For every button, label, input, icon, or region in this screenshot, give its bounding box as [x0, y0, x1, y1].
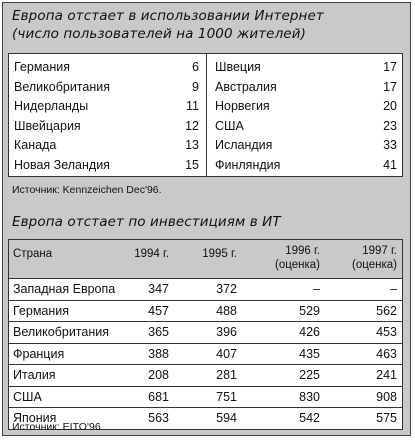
cell-1994: 388 [148, 346, 169, 361]
country-name: Австралия [215, 79, 277, 94]
internet-usage-subtitle: (число пользователей на 1000 жителей) [12, 26, 306, 42]
cell-1994: 365 [148, 325, 169, 339]
country-value: 23 [383, 118, 397, 133]
country-name: Финляндия [215, 157, 281, 172]
cell-1995: 396 [216, 325, 237, 339]
country-row [14, 78, 199, 98]
row-country: США [13, 389, 42, 404]
cell-1995: 281 [216, 368, 237, 382]
internet-usage-box [8, 53, 403, 177]
cell-1997: 241 [376, 368, 397, 382]
cell-1996: 435 [299, 346, 320, 361]
cell-1995: 751 [216, 389, 237, 404]
country-value: 20 [383, 99, 397, 113]
country-value: 11 [186, 99, 199, 113]
country-row [14, 58, 199, 78]
row-country: Германия [13, 303, 70, 318]
country-name: Новая Зеландия [14, 157, 110, 172]
table-row [9, 301, 402, 323]
country-value: 6 [192, 60, 199, 74]
row-country: Великобритания [13, 325, 109, 339]
header-country: Страна [13, 248, 53, 260]
country-name: Германия [14, 60, 71, 74]
country-name: Канада [14, 138, 57, 152]
row-country: Италия [13, 368, 56, 382]
country-name: Нидерланды [14, 99, 89, 113]
country-row [215, 78, 397, 98]
table-row [9, 387, 402, 409]
cell-1994: 208 [148, 368, 169, 382]
country-row [215, 156, 397, 176]
cell-1997: 575 [376, 411, 397, 425]
cell-1997: 562 [376, 303, 397, 318]
table-row [9, 322, 402, 344]
cell-1995: 407 [216, 346, 237, 361]
country-name: Швеция [215, 60, 261, 74]
header-1994: 1994 г. [134, 248, 169, 260]
cell-1995: 488 [216, 303, 237, 318]
header-1996 [260, 244, 320, 272]
cell-1995: 372 [216, 282, 237, 296]
it-investment-source: Источник: EITO'96. [12, 421, 104, 433]
country-value: 15 [185, 157, 199, 172]
internet-usage-right-column [215, 58, 397, 175]
country-value: 13 [185, 138, 199, 152]
header-1995: 1995 г. [202, 248, 237, 260]
cell-1997: 453 [376, 325, 397, 339]
country-name: США [215, 118, 244, 133]
row-country: Западная Европа [13, 282, 116, 296]
table-header [9, 240, 402, 279]
table-row [9, 365, 402, 387]
cell-1996: 529 [299, 303, 320, 318]
cell-1995: 594 [216, 411, 237, 425]
it-investment-table [8, 239, 403, 430]
cell-1994: 347 [148, 282, 169, 296]
header-1997-year: 1997 г. [362, 245, 397, 257]
header-1997-estimate: (оценка) [352, 259, 397, 271]
country-row [215, 117, 397, 137]
country-name: Исландия [215, 138, 273, 152]
internet-usage-left-column [14, 58, 199, 175]
row-country: Франция [13, 346, 65, 361]
row-country: Япония [13, 411, 57, 425]
column-divider [206, 54, 207, 176]
table-row [9, 344, 402, 366]
cell-1996: 426 [299, 325, 320, 339]
country-value: 9 [192, 79, 199, 94]
table-row [9, 279, 402, 301]
infographic-panel [2, 2, 411, 436]
country-row [215, 58, 397, 78]
country-value: 41 [383, 157, 397, 172]
country-row [14, 136, 199, 156]
cell-1997: 463 [376, 346, 397, 361]
cell-1996: 830 [299, 389, 320, 404]
country-value: 12 [185, 118, 199, 133]
it-investment-title: Европа отстает по инвестициям в ИТ [12, 214, 281, 230]
country-name: Швейцария [14, 118, 81, 133]
country-value: 33 [383, 138, 397, 152]
cell-1994: 681 [148, 389, 169, 404]
cell-1997: 908 [376, 389, 397, 404]
country-row [14, 97, 199, 117]
country-name: Норвегия [215, 99, 270, 113]
country-row [215, 97, 397, 117]
cell-1996: 225 [299, 368, 320, 382]
cell-1996: 542 [299, 411, 320, 425]
cell-1997: – [390, 282, 397, 296]
cell-1994: 457 [148, 303, 169, 318]
cell-1996: – [313, 282, 320, 296]
country-row [14, 117, 199, 137]
header-1996-estimate: (оценка) [275, 259, 320, 271]
country-name: Великобритания [14, 79, 110, 94]
header-1996-year: 1996 г. [285, 245, 320, 257]
cell-1994: 563 [148, 411, 169, 425]
country-value: 17 [383, 60, 397, 74]
country-value: 17 [383, 79, 397, 94]
internet-usage-title: Европа отстает в использовании Интернет [12, 8, 324, 24]
header-1997 [337, 244, 397, 272]
country-row [14, 156, 199, 176]
country-row [215, 136, 397, 156]
internet-usage-source: Источник: Kennzeichen Dec'96. [12, 184, 162, 196]
